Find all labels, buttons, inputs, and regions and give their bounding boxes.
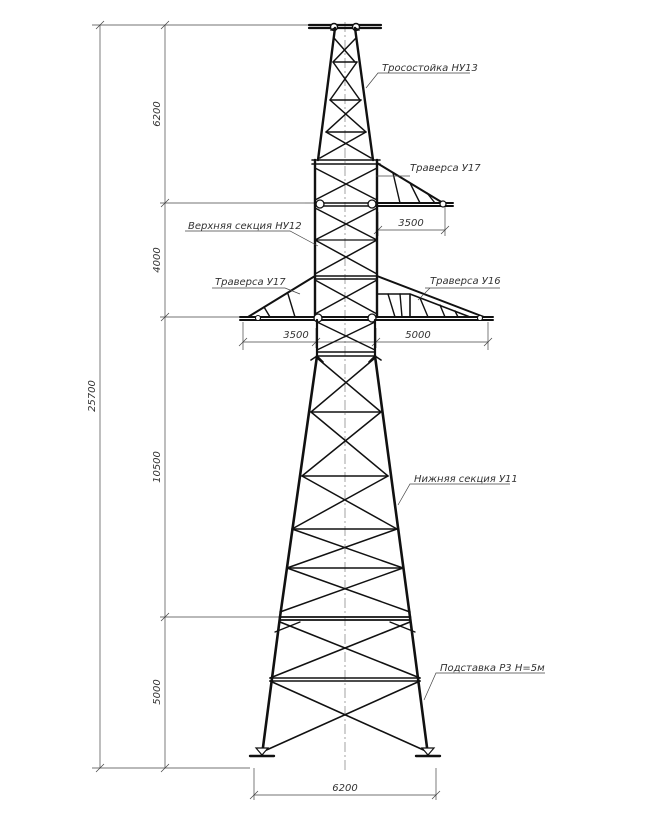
leader-lines: [185, 73, 545, 700]
label-cable-stand: Тросостойка НУ13: [382, 63, 478, 74]
dim-left-traverse-reach: 3500: [283, 330, 309, 341]
label-traverse-upper-right: Траверса У17: [410, 163, 481, 174]
dim-upper-section-height: 4000: [152, 247, 163, 273]
dim-total-height: 25700: [87, 380, 98, 412]
dim-cable-stand-height: 6200: [152, 101, 163, 127]
label-traverse-left: Траверса У17: [215, 277, 286, 288]
dim-upper-traverse-reach: 3500: [398, 218, 424, 229]
label-traverse-right: Траверса У16: [430, 276, 501, 287]
tower-structure: [240, 24, 493, 757]
dim-right-traverse-reach: 5000: [405, 330, 431, 341]
dim-lower-section-height: 10500: [152, 451, 163, 483]
label-lower-section: Нижняя секция У11: [414, 474, 518, 485]
label-upper-section: Верхняя секция НУ12: [188, 221, 302, 232]
label-substand: Подставка Р3 Н=5м: [440, 663, 545, 674]
dim-base-width: 6200: [332, 783, 358, 794]
dim-substand-height: 5000: [152, 679, 163, 705]
